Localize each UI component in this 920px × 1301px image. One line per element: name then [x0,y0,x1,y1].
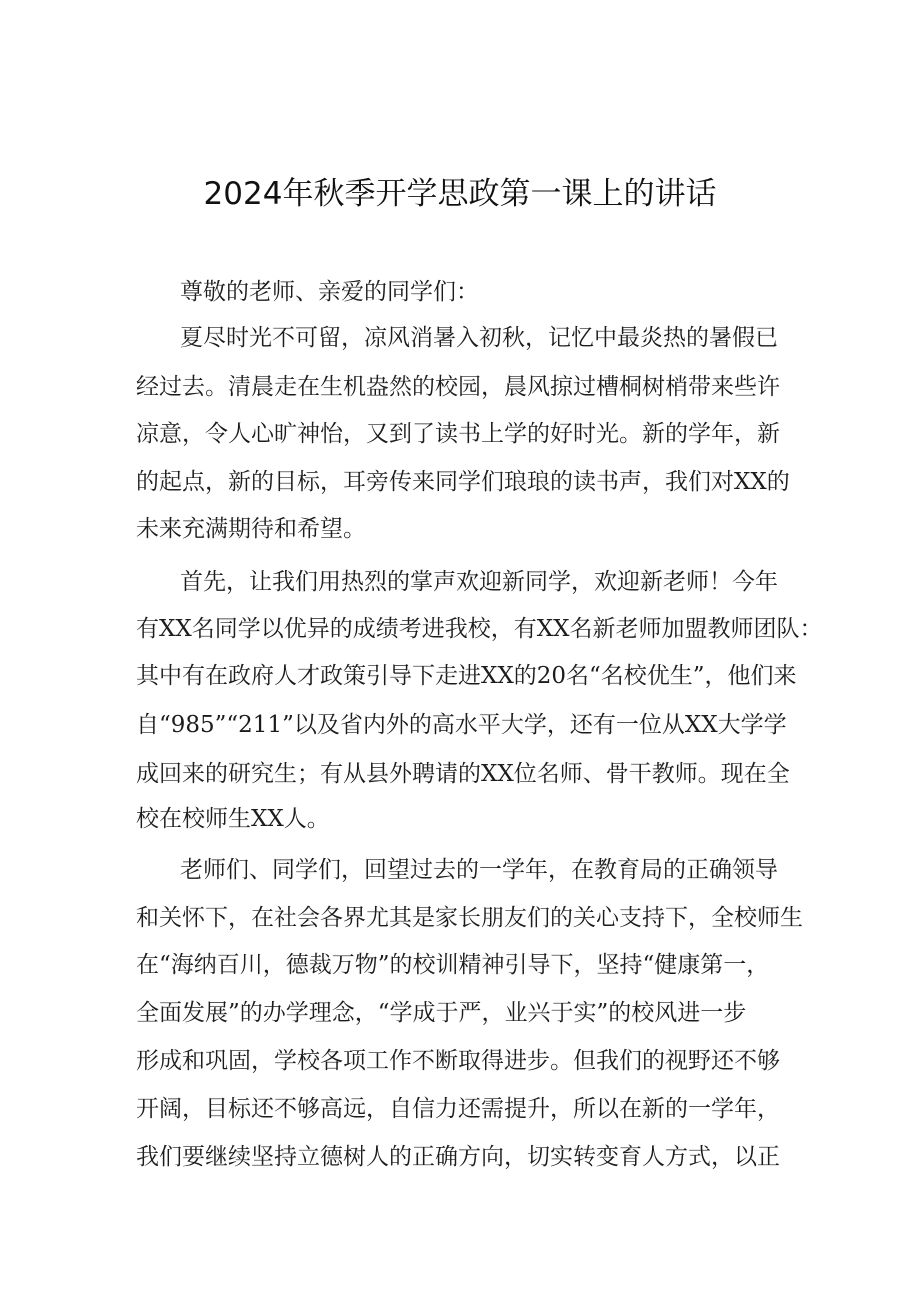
body-line: 形成和巩固，学校各项工作不断取得进步。但我们的视野还不够 [136,1048,780,1074]
body-line: 自“985”“211”以及省内外的高水平大学，还有一位从XX大学学 [136,712,787,738]
salutation-line: 尊敬的老师、亲爱的同学们： [180,279,479,305]
body-line: 夏尽时光不可留，凉风消暑入初秋，记忆中最炎热的暑假已 [180,325,778,351]
body-line: 有XX名同学以优异的成绩考进我校，有XX名新老师加盟教师团队： [136,616,823,642]
body-line: 全面发展”的办学理念，“学成于严，业兴于实”的校风进一步 [136,1000,747,1026]
body-line: 的起点，新的目标，耳旁传来同学们琅琅的读书声，我们对XX的 [136,469,790,495]
body-line: 经过去。清晨走在生机盎然的校园，晨风掠过槽桐树梢带来些许 [136,374,780,400]
body-line: 老师们、同学们，回望过去的一学年，在教育局的正确领导 [180,857,778,883]
body-line: 开阔，目标还不够高远，自信力还需提升，所以在新的一学年， [136,1096,780,1122]
body-line: 和关怀下，在社会各界尤其是家长朋友们的关心支持下，全校师生 [136,905,803,931]
body-line: 其中有在政府人才政策引导下走进XX的20名“名校优生”，他们来 [136,663,797,689]
body-line: 凉意，令人心旷神怡，又到了读书上学的好时光。新的学年，新 [136,421,780,447]
body-line: 在“海纳百川，德裁万物”的校训精神引导下，坚持“健康第一， [136,952,770,978]
body-line: 我们要继续坚持立德树人的正确方向，切实转变育人方式，以正 [136,1144,780,1170]
body-line: 未来充满期待和希望。 [136,516,366,542]
document-title: 2024年秋季开学思政第一课上的讲话 [203,176,717,212]
body-line: 校在校师生XX人。 [136,806,330,832]
body-line: 成回来的研究生；有从县外聘请的XX位名师、骨干教师。现在全 [136,761,790,787]
body-line: 首先，让我们用热烈的掌声欢迎新同学，欢迎新老师！今年 [180,569,778,595]
